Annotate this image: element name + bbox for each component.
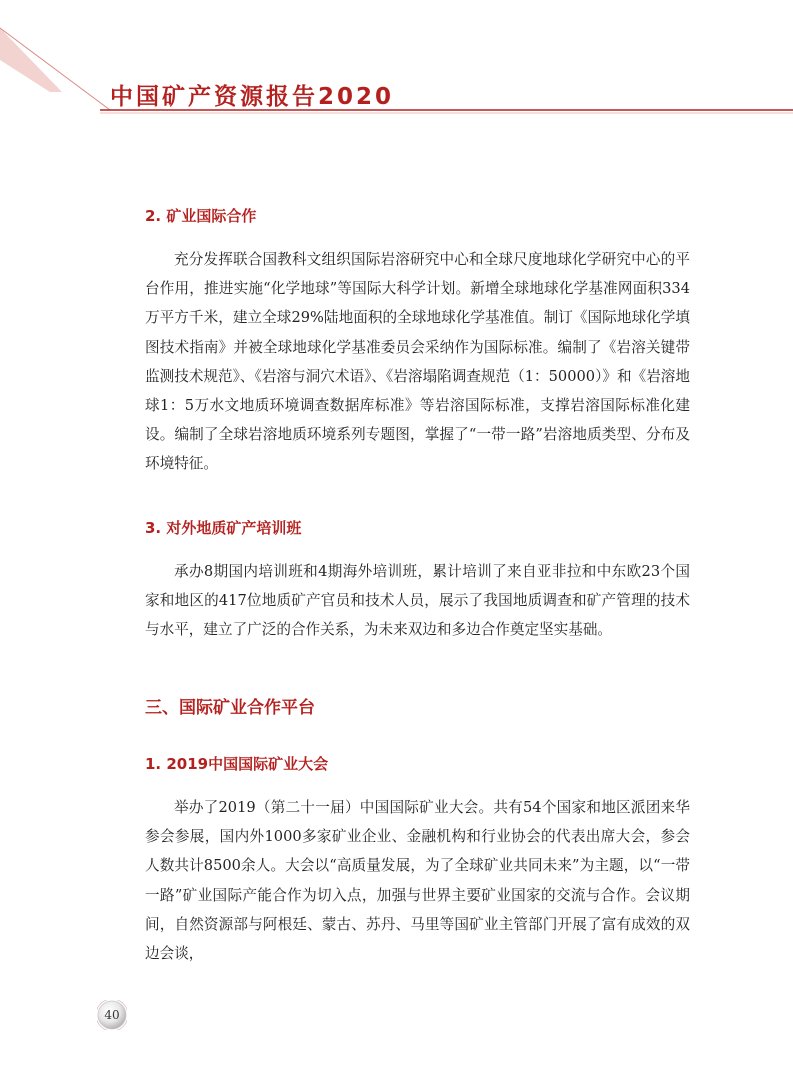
heading-platform: 三、国际矿业合作平台 bbox=[145, 698, 315, 718]
paragraph-training: 承办8期国内培训班和4期海外培训班，累计培训了来自亚非拉和中东欧23个国家和地区的417位地质矿产官员和技术人员，展示了我国地质调查和矿产管理的技术与水平，建立了广泛的合作关系，为未来双边和多边合作奠定坚实基础。 bbox=[145, 563, 690, 639]
heading-mining-cooperation: 2. 矿业国际合作 bbox=[145, 207, 257, 225]
report-title: 中国矿产资源报告2020 bbox=[110, 84, 395, 110]
heading-mining-congress: 1. 2019中国国际矿业大会 bbox=[145, 755, 329, 773]
page-number: 40 bbox=[104, 1008, 120, 1022]
heading-training: 3. 对外地质矿产培训班 bbox=[145, 519, 302, 537]
paragraph-mining-cooperation: 充分发挥联合国教科文组织国际岩溶研究中心和全球尺度地球化学研究中心的平台作用，推进实施“化学地球”等国际大科学计划。新增全球地球化学基准网面积334万平方千米，建立全球29%陆地面积的全球地球化学基准值。制订《国际地球化学填图技术指南》并被全球地球化学基准委员会采纳作为国际标准。编制了《岩溶关键带监测技术规范》、《岩溶与洞穴术语》、《岩溶塌陷调查规范（1：50000）》和《岩溶地球1：5万水文地质环境调查数据库标准》等岩溶国际标准，支撑岩溶国际标准化建设。编制了全球岩溶地质环境系列专题图，掌握了“一带一路”岩溶地质类型、分布及环境特征。 bbox=[145, 251, 690, 473]
paragraph-mining-congress: 举办了2019（第二十一届）中国国际矿业大会。共有54个国家和地区派团来华参会参展，国内外1000多家矿业企业、金融机构和行业协会的代表出席大会，参会人数共计8500余人。大会以“高质量发展，为了全球矿业共同未来”为主题，以“一带一路”矿业国际产能合作为切入点，加强与世界主要矿业国家的交流与合作。会议期间，自然资源部与阿根廷、蒙古、苏丹、马里等国矿业主管部门开展了富有成效的双边会谈， bbox=[145, 799, 690, 963]
